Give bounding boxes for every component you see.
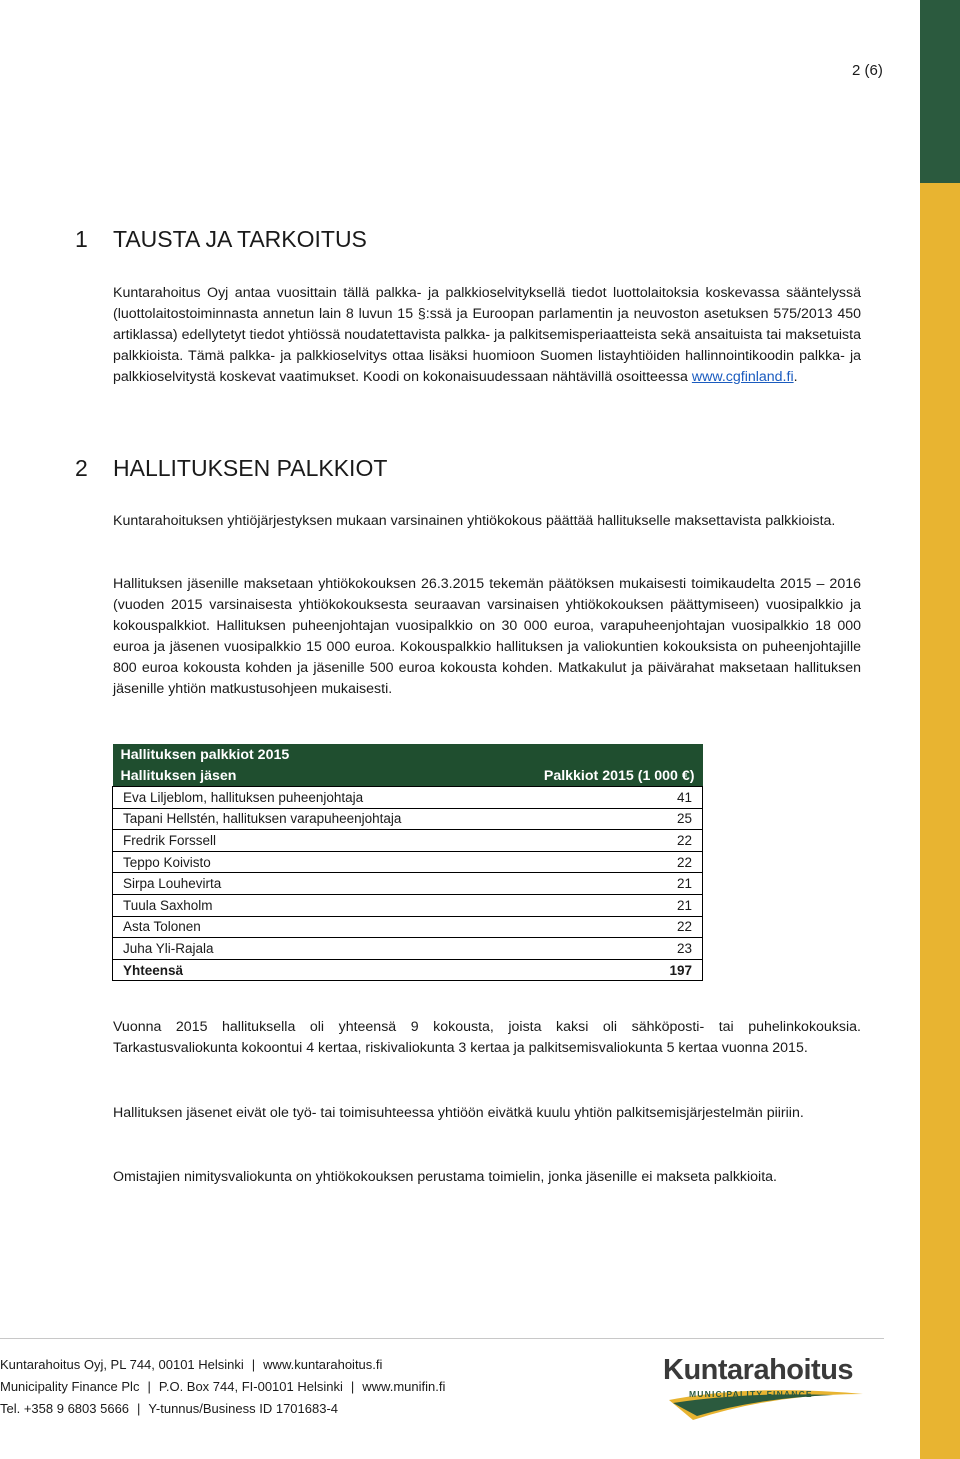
footer-web-en[interactable]: www.munifin.fi — [362, 1379, 446, 1394]
member-name: Sirpa Louhevirta — [113, 873, 492, 895]
logo-subtitle: MUNICIPALITY FINANCE — [689, 1389, 813, 1399]
footer-separator: | — [137, 1401, 141, 1416]
member-name: Fredrik Forssell — [113, 830, 492, 852]
footer-separator: | — [251, 1357, 256, 1372]
table-row — [113, 938, 703, 960]
member-name: Eva Liljeblom, hallituksen puheenjohtaja — [113, 787, 492, 809]
total-value: 197 — [491, 959, 702, 981]
logo-name: Kuntarahoitus — [663, 1354, 854, 1386]
member-fee: 41 — [491, 787, 702, 809]
section-2-paragraph-4: Hallituksen jäsenet eivät ole työ- tai toimisuhteessa yhtiöön eivätkä kuulu yhtiön palkitsemisjärjestelmän piiriin. — [113, 1105, 804, 1121]
footer-company-fi: Kuntarahoitus Oyj, PL 744, 00101 Helsinki — [0, 1357, 244, 1372]
section-1-text: Kuntarahoitus Oyj antaa vuosittain tällä palkka- ja palkkioselvityksellä tiedot luottolaitoksia koskevassa sääntelyssä (luottolaitostoiminnasta annetun lain 8 luvun 15 §:ssä ja Euroopan parlamentin ja neuvoston asetuksen 575/2013 450 artiklassa) edellytetyt tiedot yhtiössä noudatettavista palkka- ja palkitsemisperiaatteista sekä ansaituista tai maksetuista palkkioista. Tämä palkka- ja palkkioselvitys ottaa lisäksi huomioon Suomen listayhtiöiden hallinnointikoodin palkka- ja palkkioselvitystä koskevat vaatimukset. Koodi on kokonaisuudessaan nähtävillä osoitteessa — [113, 285, 861, 385]
table-row — [113, 787, 703, 809]
section-2-heading — [75, 455, 387, 482]
table-row — [113, 916, 703, 938]
footer-address-en: P.O. Box 744, FI-00101 Helsinki — [158, 1379, 343, 1394]
footer-separator: | — [350, 1379, 355, 1394]
member-name: Teppo Koivisto — [113, 851, 492, 873]
table-row — [113, 830, 703, 852]
side-bar-yellow — [920, 183, 960, 1459]
member-name: Asta Tolonen — [113, 916, 492, 938]
section-2-number: 2 — [75, 455, 88, 481]
member-name: Juha Yli-Rajala — [113, 938, 492, 960]
kuntarahoitus-logo — [663, 1354, 868, 1424]
section-1-title: TAUSTA JA TARKOITUS — [113, 226, 367, 252]
footer-line-3 — [0, 1401, 338, 1416]
side-bar-green — [920, 0, 960, 183]
member-fee: 22 — [491, 851, 702, 873]
footer-web-fi[interactable]: www.kuntarahoitus.fi — [263, 1357, 383, 1372]
table-row — [113, 808, 703, 830]
section-1-heading — [75, 226, 367, 253]
section-1-number: 1 — [75, 226, 88, 252]
footer-company-en: Municipality Finance Plc — [0, 1379, 140, 1394]
table-total-row — [113, 959, 703, 981]
section-1-text-end: . — [793, 369, 798, 385]
member-name: Tapani Hellstén, hallituksen varapuheenjohtaja — [113, 808, 492, 830]
footer-business-id: Y-tunnus/Business ID 1701683-4 — [148, 1401, 339, 1416]
member-fee: 25 — [491, 808, 702, 830]
section-2-title: HALLITUKSEN PALKKIOT — [113, 455, 388, 481]
section-2-paragraph-1: Kuntarahoituksen yhtiöjärjestyksen mukaan varsinainen yhtiökokous päättää hallitukselle maksettavista palkkioista. — [113, 513, 836, 529]
footer-divider — [0, 1338, 884, 1339]
column-header-member: Hallituksen jäsen — [113, 765, 492, 787]
section-2-paragraph-3: Vuonna 2015 hallituksella oli yhteensä 9 kokousta, joista kaksi oli sähköposti- tai puhelinkokouksia. Tarkastusvaliokunta kokoontui 4 kertaa, riskivaliokunta 3 kertaa ja palkitsemisvaliokunta 5 kertaa vuonna 2015. — [113, 1019, 861, 1056]
footer-telephone: Tel. +358 9 6803 5666 — [0, 1401, 130, 1416]
member-fee: 23 — [491, 938, 702, 960]
table-row — [113, 873, 703, 895]
footer-separator: | — [147, 1379, 151, 1394]
total-label: Yhteensä — [113, 959, 492, 981]
member-fee: 21 — [491, 873, 702, 895]
table-title-row — [113, 744, 703, 765]
member-fee: 22 — [491, 916, 702, 938]
table-header-row — [113, 765, 703, 787]
section-1-paragraph — [113, 283, 861, 388]
column-header-fees: Palkkiot 2015 (1 000 €) — [491, 765, 702, 787]
table-row — [113, 851, 703, 873]
section-2-paragraph-2: Hallituksen jäsenille maksetaan yhtiökokouksen 26.3.2015 tekemän päätöksen mukaisesti toimikaudelta 2015 – 2016 (vuoden 2015 varsinaisesta yhtiökokouksesta seuraavan varsinaisen yhtiökokouksen päättymiseen) vuosipalkkio ja kokouspalkkiot. Hallituksen puheenjohtajan vuosipalkkio on 30 000 euroa, varapuheenjohtajan vuosipalkkio 18 000 euroa ja jäsenen vuosipalkkio 15 000 euroa. Kokouspalkkio hallituksen ja valiokuntien kokouksista on puheenjohtajille 800 euroa kokousta kohden ja jäsenille 500 euroa kokousta kohden. Matkakulut ja päivärahat maksetaan hallituksen jäsenille yhtiön matkustusohjeen mukaisesti. — [113, 576, 861, 697]
member-fee: 21 — [491, 894, 702, 916]
table-row — [113, 894, 703, 916]
member-name: Tuula Saxholm — [113, 894, 492, 916]
footer-line-2 — [0, 1379, 445, 1394]
board-fees-table — [112, 744, 703, 981]
page-number: 2 (6) — [852, 62, 883, 79]
footer-line-1 — [0, 1357, 382, 1372]
member-fee: 22 — [491, 830, 702, 852]
section-2-paragraph-5: Omistajien nimitysvaliokunta on yhtiökokouksen perustama toimielin, jonka jäsenille ei makseta palkkioita. — [113, 1169, 777, 1185]
table-title: Hallituksen palkkiot 2015 — [113, 744, 703, 765]
cgfinland-link[interactable]: www.cgfinland.fi — [691, 369, 794, 385]
